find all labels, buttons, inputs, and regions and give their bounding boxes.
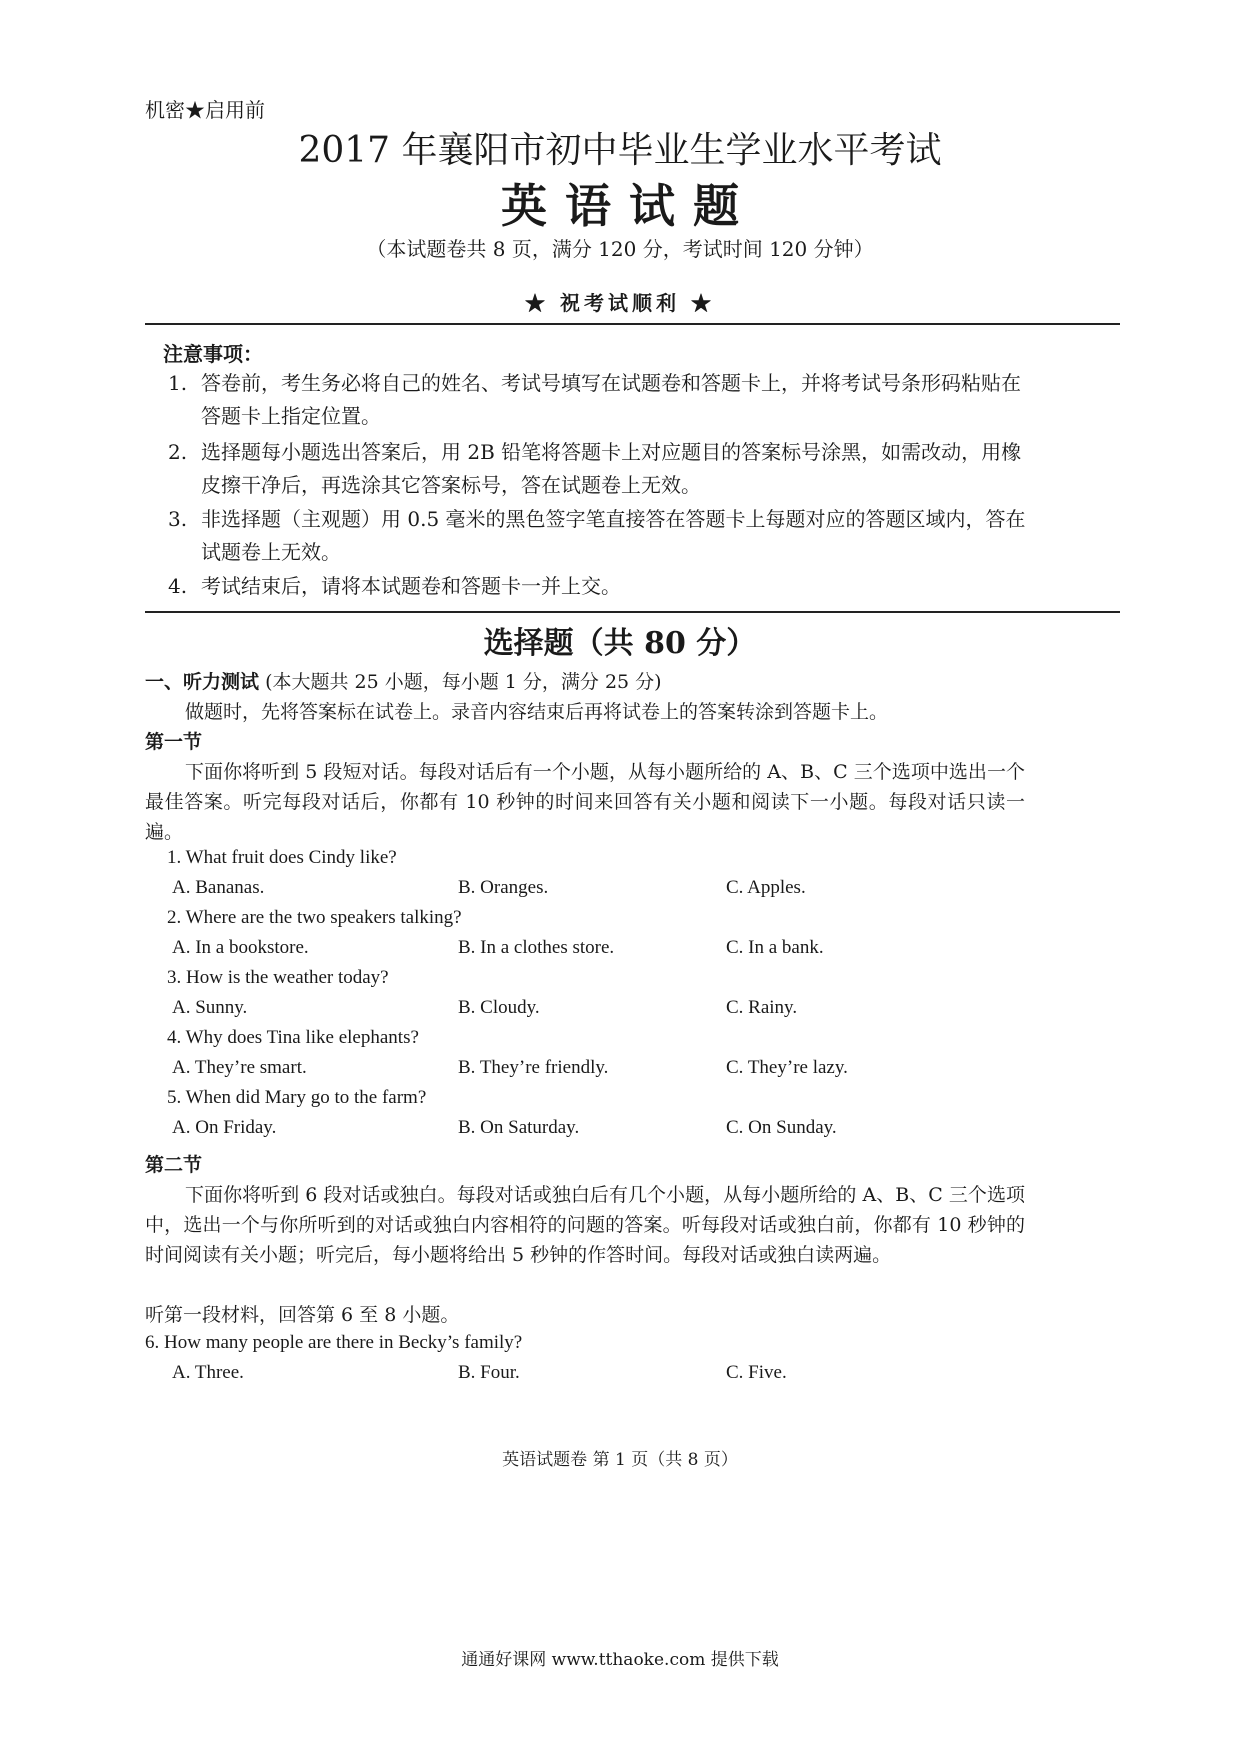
option-a: A. In a bookstore. — [172, 937, 309, 958]
option-b: B. On Saturday. — [458, 1117, 580, 1138]
question-5: 5. When did Mary go to the farm? — [167, 1087, 427, 1108]
note-item — [168, 436, 1038, 502]
divider-top — [145, 323, 1120, 325]
part1-instruction: 做题时，先将答案标在试卷上。录音内容结束后再将试卷上的答案转涂到答题卡上。 — [185, 701, 889, 723]
subject-title: 英语试题 — [501, 179, 757, 233]
sub2-instruction: 下面你将听到 6 段对话或独白。每段对话或独白后有几个小题，从每小题所给的 A、B、C 三个选项中，选出一个与你所听到的对话或独白内容相符的问题的答案。听每段对话或独白前，你都有 10 秒钟的时间阅读有关小题；听完后，每小题将给出 5 秒钟的作答时间。每段对话或独白读两遍。 — [145, 1184, 1025, 1266]
section-title: 选择题（共 80 分） — [483, 626, 757, 661]
option-b: B. In a clothes store. — [458, 937, 615, 958]
sub2-material: 听第一段材料，回答第 6 至 8 小题。 — [145, 1304, 460, 1326]
sub2-heading: 第二节 — [145, 1154, 203, 1176]
sub1-heading: 第一节 — [145, 731, 203, 753]
option-c: C. On Sunday. — [726, 1117, 837, 1138]
option-c: C. Apples. — [726, 877, 806, 898]
part1-heading-line — [145, 667, 1035, 697]
sub1-instruction: 下面你将听到 5 段短对话。每段对话后有一个小题，从每小题所给的 A、B、C 三个选项中选出一个最佳答案。听完每段对话后，你都有 10 秒钟的时间来回答有关小题和阅读下一小题。每段对话只读一遍。 — [145, 761, 1025, 843]
notes-heading: 注意事项： — [163, 342, 263, 366]
note-number: 1. — [168, 371, 188, 395]
option-a: A. Sunny. — [172, 997, 248, 1018]
option-c: C. They’re lazy. — [726, 1057, 848, 1078]
note-item — [168, 503, 1038, 569]
exam-title: 2017 年襄阳市初中毕业生学业水平考试 — [298, 130, 942, 171]
page-footer: 英语试题卷 第 1 页（共 8 页） — [502, 1450, 738, 1470]
note-number: 4. — [168, 574, 188, 598]
option-a: A. On Friday. — [172, 1117, 277, 1138]
question-6: 6. How many people are there in Becky’s family? — [145, 1332, 523, 1353]
good-luck-banner: ★ 祝考试顺利 ★ — [525, 291, 715, 315]
divider-bottom — [145, 611, 1120, 613]
option-b: B. They’re friendly. — [458, 1057, 609, 1078]
note-text: 选择题每小题选出答案后，用 2B 铅笔将答题卡上对应题目的答案标号涂黑，如需改动，用橡皮擦干净后，再选涂其它答案标号，答在试题卷上无效。 — [201, 440, 1022, 497]
option-c: C. Rainy. — [726, 997, 798, 1018]
note-item — [168, 367, 1038, 433]
option-b: B. Cloudy. — [458, 997, 540, 1018]
confidential-label: 机密★启用前 — [145, 98, 265, 122]
option-a: A. Bananas. — [172, 877, 265, 898]
question-4: 4. Why does Tina like elephants? — [167, 1027, 419, 1048]
note-text: 考试结束后，请将本试题卷和答题卡一并上交。 — [201, 574, 621, 598]
note-text: 非选择题（主观题）用 0.5 毫米的黑色签字笔直接答在答题卡上每题对应的答题区域内，答在试题卷上无效。 — [201, 507, 1026, 564]
option-c: C. Five. — [726, 1362, 787, 1383]
part1-heading: 一、听力测试 — [145, 671, 260, 693]
note-item — [168, 570, 1038, 603]
exam-info: （本试题卷共 8 页，满分 120 分，考试时间 120 分钟） — [366, 237, 874, 261]
note-number: 3. — [168, 507, 188, 531]
question-1: 1. What fruit does Cindy like? — [167, 847, 397, 868]
part1-detail: (本大题共 25 小题，每小题 1 分，满分 25 分) — [265, 671, 662, 693]
note-number: 2. — [168, 440, 188, 464]
option-a: A. They’re smart. — [172, 1057, 307, 1078]
download-watermark: 通通好课网 www.tthaoke.com 提供下载 — [461, 1650, 779, 1670]
option-a: A. Three. — [172, 1362, 244, 1383]
option-b: B. Oranges. — [458, 877, 549, 898]
option-b: B. Four. — [458, 1362, 520, 1383]
option-c: C. In a bank. — [726, 937, 824, 958]
note-text: 答卷前，考生务必将自己的姓名、考试号填写在试题卷和答题卡上，并将考试号条形码粘贴在答题卡上指定位置。 — [201, 371, 1021, 428]
question-2: 2. Where are the two speakers talking? — [167, 907, 462, 928]
question-3: 3. How is the weather today? — [167, 967, 389, 988]
